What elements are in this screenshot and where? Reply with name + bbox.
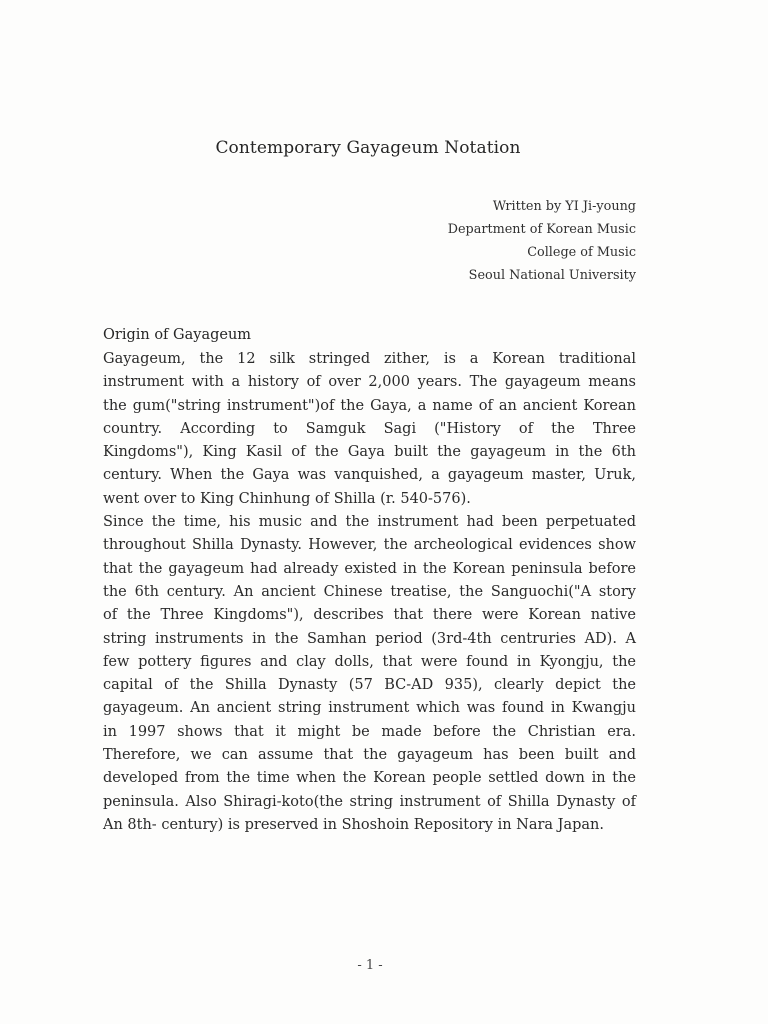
department-line: Department of Korean Music (447, 222, 636, 237)
text-line: Therefore, we can assume that the gayageum has been built and (103, 747, 636, 764)
text-line: throughout Shilla Dynasty. However, the archeological evidences show (103, 537, 636, 554)
section-heading: Origin of Gayageum (103, 327, 252, 343)
college-line: College of Music (527, 245, 636, 260)
text-line: gayageum. An ancient string instrument which was found in Kwangju (103, 700, 636, 717)
paragraph-2 (103, 511, 636, 837)
text-line: string instruments in the Samhan period (3rd-4th centruries AD). A (103, 630, 636, 647)
text-line: few pottery figures and clay dolls, that were found in Kyongju, the (103, 653, 636, 670)
page-number: - 1 - (357, 958, 383, 973)
text-line: Kingdoms"), King Kasil of the Gaya built the gayageum in the 6th (103, 444, 636, 461)
university-line: Seoul National University (468, 268, 636, 283)
text-line: country. According to Samguk Sagi ("History of the Three (103, 420, 636, 437)
text-line: the gum("string instrument")of the Gaya, a name of an ancient Korean (103, 397, 636, 414)
paragraph-1 (103, 348, 636, 511)
text-line: An 8th- century) is preserved in Shoshoin Repository in Nara Japan. (103, 816, 605, 833)
text-line: in 1997 shows that it might be made before the Christian era. (103, 723, 636, 740)
text-line: of the Three Kingdoms"), describes that there were Korean native (103, 607, 636, 624)
text-line: instrument with a history of over 2,000 years. The gayageum means (103, 374, 636, 391)
body-text (103, 348, 636, 837)
text-line: developed from the time when the Korean people settled down in the (103, 770, 636, 787)
text-line: Gayageum, the 12 silk stringed zither, is a Korean traditional (103, 351, 636, 367)
author-line: Written by YI Ji-young (492, 199, 636, 214)
text-line: capital of the Shilla Dynasty (57 BC-AD 935), clearly depict the (103, 677, 636, 694)
document-title: Contemporary Gayageum Notation (215, 138, 521, 158)
text-line: the 6th century. An ancient Chinese treatise, the Sanguochi("A story (103, 583, 636, 600)
text-line: went over to King Chinhung of Shilla (r. 540-576). (103, 490, 471, 507)
text-line: century. When the Gaya was vanquished, a gayageum master, Uruk, (103, 467, 636, 484)
author-block (448, 195, 636, 287)
text-line: peninsula. Also Shiragi-koto(the string instrument of Shilla Dynasty of (103, 793, 636, 810)
text-line: that the gayageum had already existed in the Korean peninsula before (103, 560, 636, 577)
text-line: Since the time, his music and the instrument had been perpetuated (103, 514, 636, 531)
